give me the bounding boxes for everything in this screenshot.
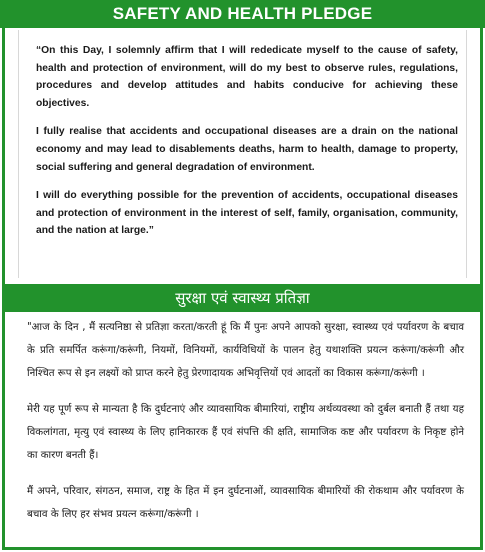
english-paragraph-1: “On this Day, I solemnly affirm that I will rededicate myself to the cause of safety, health and protection of environment, will do my best to observe rules, regulations, procedures and develop attitudes and habits conducive for achieving these objectives. bbox=[36, 45, 458, 109]
english-pledge-box bbox=[18, 30, 467, 278]
english-title: SAFETY AND HEALTH PLEDGE bbox=[112, 4, 373, 23]
hindi-paragraph-2: मेरी यह पूर्ण रूप से मान्यता है कि दुर्घटनाएं और व्यावसायिक बीमारियां, राष्ट्रीय अर्थव्यवस्था को दुर्बल बनाती हैं तथा यह विकलांगता, मृत्यु एवं स्वास्थ्य के लिए हानिकारक हैं एवं संपत्ति की क्षति, सामाजिक कष्ट और पर्यावरण के निकृष्ट होने का कारण बनती हैं। bbox=[27, 404, 464, 461]
hindi-pledge-text bbox=[27, 316, 464, 539]
hindi-title: सुरक्षा एवं स्वास्थ्य प्रतिज्ञा bbox=[175, 289, 310, 307]
english-paragraph-2: I fully realise that accidents and occupational diseases are a drain on the national economy and may lead to disablements deaths, harm to health, damage to property, social suffering and general degradation of environment. bbox=[36, 126, 458, 173]
english-paragraph-3: I will do everything possible for the prevention of accidents, occupational diseases and protection of environment in the interest of self, family, organisation, community, and the nation at large.” bbox=[36, 190, 458, 237]
hindi-paragraph-3: मैं अपने, परिवार, संगठन, समाज, राष्ट्र के हित में इन दुर्घटनाओं, व्यावसायिक बीमारियों की रोकथाम और पर्यावरण के बचाव के लिए हर संभव प्रयत्न करूंगा/करूंगी । bbox=[27, 486, 464, 520]
hindi-paragraph-1: "आज के दिन , मैं सत्यनिष्ठा से प्रतिज्ञा करता/करती हूं कि मैं पुनः अपने आपको सुरक्षा, स्वास्थ्य एवं पर्यावरण के बचाव के प्रति समर्पित करूंगा/करूंगी, नियमों, विनियमों, कार्यविधियों के पालन हेतु यथाशक्ति प्रयत्न करूंगा/करूंगी और निश्चित रूप से इन लक्ष्यों को प्राप्त करने हेतु प्रेरणादायक अभिवृत्तियों एवं आदतों का विकास करूंगा/करूंगी । bbox=[27, 322, 464, 379]
